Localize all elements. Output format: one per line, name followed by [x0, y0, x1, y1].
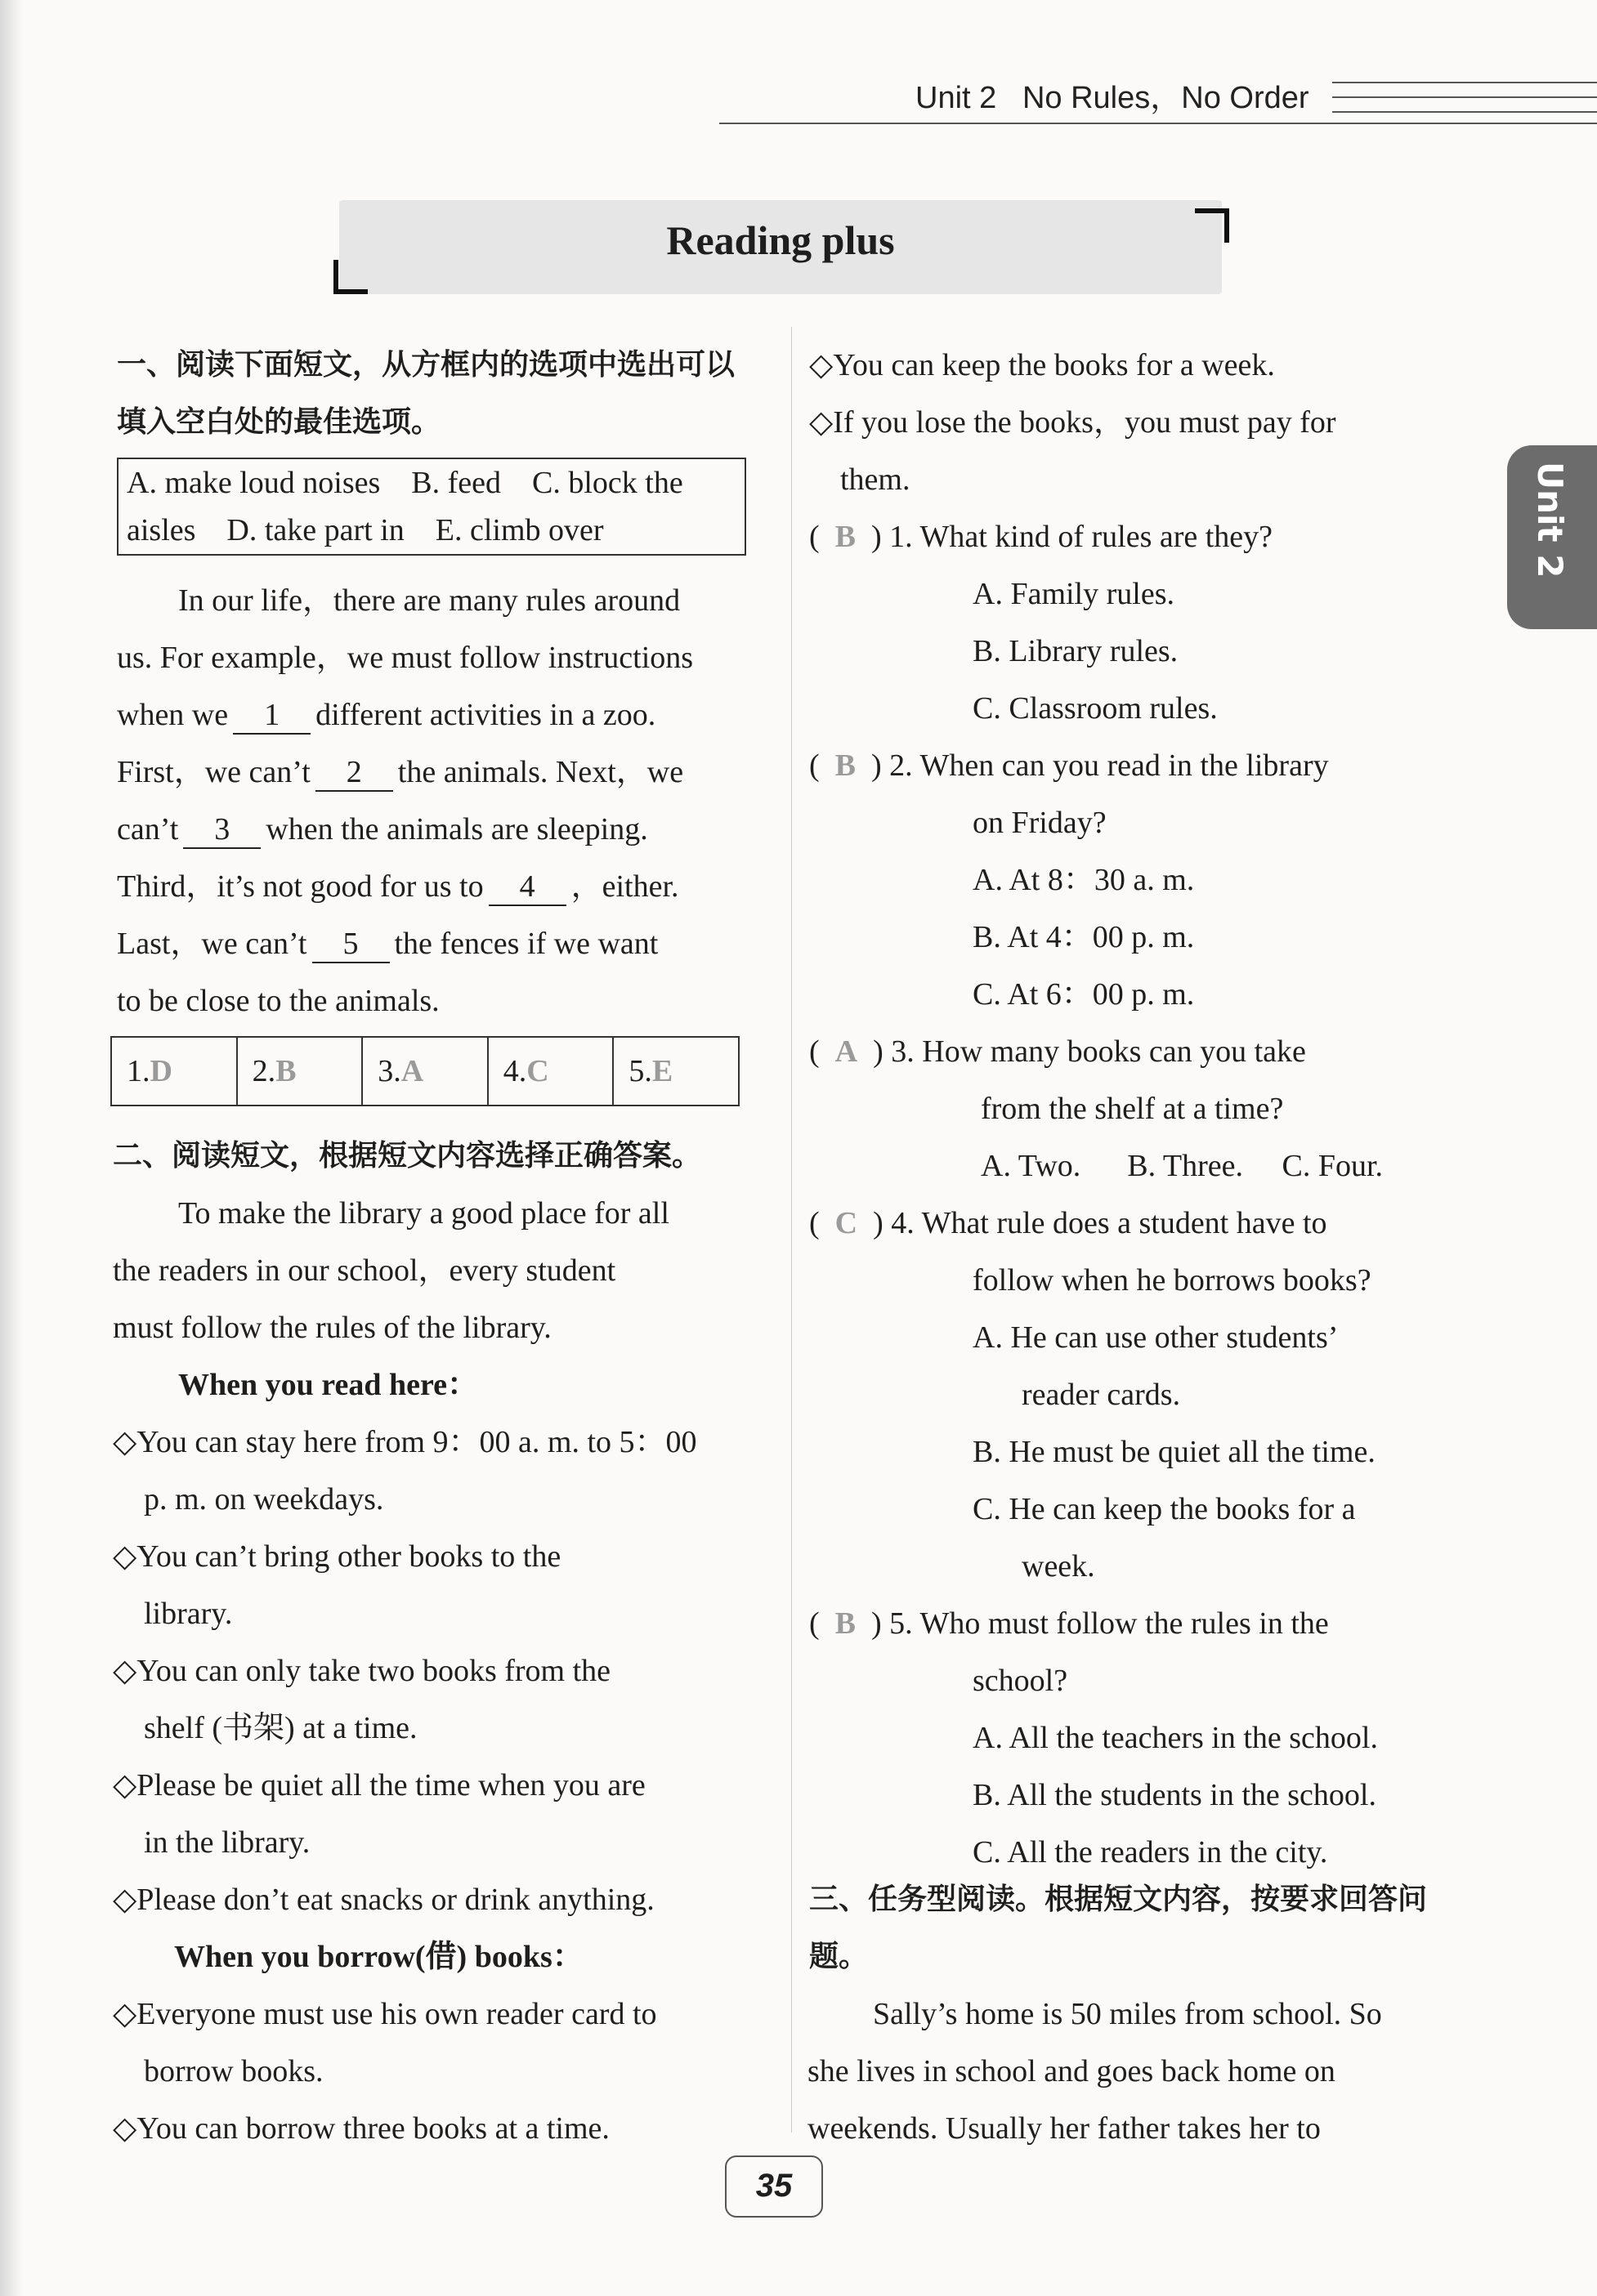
rule-line: ◇You can stay here from 9：00 a. m. to 5：00: [113, 1425, 697, 1459]
question-cont: from the shelf at a time?: [981, 1092, 1284, 1126]
option: B. All the students in the school.: [973, 1778, 1376, 1812]
section3-heading: 三、任务型阅读。根据短文内容，按要求回答问题。: [809, 1883, 1428, 1973]
option: C. Classroom rules.: [973, 691, 1218, 726]
passage-line: Last，we can’t 5 the fences if we want: [117, 915, 750, 972]
passage-line: In our life，there are many rules around: [178, 583, 681, 618]
header-deco-line: [1332, 96, 1597, 98]
header-rule: [719, 123, 1597, 124]
answer-cell[interactable]: 1.D: [112, 1038, 238, 1105]
passage-line: can’t 3 when the animals are sleeping.: [117, 801, 750, 858]
option: A. All the teachers in the school.: [973, 1721, 1378, 1755]
rule-line: ◇You can keep the books for a week.: [809, 348, 1275, 382]
rule-line: p. m. on weekdays.: [144, 1482, 384, 1517]
answer-cell[interactable]: 5.E: [629, 1054, 673, 1088]
rule-line: ◇Please don’t eat snacks or drink anything.: [113, 1883, 655, 1917]
header-deco-line: [1332, 82, 1597, 83]
option: reader cards.: [1022, 1378, 1181, 1412]
rule-line: them.: [840, 462, 910, 497]
option: C. He can keep the books for a: [973, 1492, 1356, 1526]
option: A. At 8：30 a. m.: [973, 863, 1195, 897]
blank-3[interactable]: 3: [183, 811, 261, 849]
passage-line: First，we can’t 2 the animals. Next，we: [117, 744, 750, 801]
options-box: [117, 458, 746, 556]
right-column: [809, 337, 1455, 1881]
answer-cell[interactable]: 3.A: [363, 1038, 489, 1105]
question: ( A ) 3. How many books can you take: [809, 1034, 1306, 1069]
section2-passage: [113, 1185, 750, 2157]
answer-mark[interactable]: C: [834, 1206, 858, 1240]
question-cont: school?: [973, 1664, 1068, 1698]
rule-line: ◇You can’t bring other books to the: [113, 1539, 561, 1574]
subheading: When you read here：: [178, 1368, 478, 1402]
section1-passage: [117, 572, 750, 1030]
unit-side-tab: [1507, 445, 1597, 629]
question-cont: on Friday?: [973, 806, 1107, 840]
header-title: No Rules，No Order: [1022, 81, 1309, 115]
header-unit: Unit 2: [915, 81, 997, 115]
answer-mark[interactable]: B: [834, 748, 857, 783]
section1-heading: 一、阅读下面短文，从方框内的选项中选出可以填入空白处的最佳选项。: [117, 348, 736, 439]
question-cont: follow when he borrows books?: [973, 1263, 1371, 1298]
section2-heading: 二、阅读短文，根据短文内容选择正确答案。: [113, 1139, 702, 1173]
rule-line: ◇Everyone must use his own reader card to: [113, 1997, 657, 2031]
option: A. Family rules.: [973, 577, 1174, 611]
option: A. He can use other students’: [973, 1320, 1339, 1355]
option: B. Library rules.: [973, 634, 1179, 668]
option: B. At 4：00 p. m.: [973, 920, 1195, 954]
page-number: 35: [725, 2155, 823, 2218]
passage-line: us. For example，we must follow instructions: [117, 641, 694, 675]
rule-line: ◇You can only take two books from the: [113, 1654, 611, 1688]
options-line: aisles D. take part in E. climb over: [127, 513, 604, 547]
banner-title: Reading plus: [666, 217, 895, 263]
question: ( B ) 2. When can you read in the library: [809, 748, 1329, 783]
running-header: [915, 72, 1309, 117]
section3-passage: [807, 1986, 1445, 2157]
passage-line: Third，it’s not good for us to 4 ，either.: [117, 858, 750, 915]
answer-mark[interactable]: B: [834, 1606, 857, 1641]
option: C. At 6：00 p. m.: [973, 977, 1195, 1012]
option: A. Two. B. Three. C. Four.: [981, 1149, 1384, 1183]
option: week.: [1022, 1549, 1095, 1584]
blank-2[interactable]: 2: [315, 754, 393, 792]
blank-5[interactable]: 5: [312, 926, 390, 963]
question: ( B ) 1. What kind of rules are they?: [809, 520, 1273, 554]
option: C. All the readers in the city.: [973, 1835, 1328, 1869]
column-divider: [791, 327, 792, 2133]
passage-line: weekends. Usually her father takes her to: [807, 2111, 1321, 2146]
passage-line: to be close to the animals.: [117, 984, 440, 1018]
answer-mark[interactable]: A: [834, 1034, 858, 1069]
rule-line: ◇You can borrow three books at a time.: [113, 2111, 610, 2146]
question: ( C ) 4. What rule does a student have to: [809, 1206, 1327, 1240]
subheading: When you borrow(借) books：: [174, 1940, 584, 1974]
answer-table: [110, 1036, 740, 1106]
page-edge-shadow: [0, 0, 23, 2296]
unit-tab-label: Unit 2: [1530, 462, 1570, 578]
passage-line: the readers in our school，every student: [113, 1253, 616, 1288]
blank-1[interactable]: 1: [233, 697, 311, 735]
option: B. He must be quiet all the time.: [973, 1435, 1376, 1469]
rule-line: shelf (书架) at a time.: [144, 1711, 418, 1745]
question: ( B ) 5. Who must follow the rules in the: [809, 1606, 1329, 1641]
header-deco-line: [1332, 111, 1597, 113]
passage-line: Sally’s home is 50 miles from school. So: [873, 1997, 1382, 2031]
rule-line: borrow books.: [144, 2054, 324, 2088]
answer-cell[interactable]: 4.C: [489, 1038, 615, 1105]
answer-cell[interactable]: 2.B: [238, 1038, 364, 1105]
rule-line: library.: [144, 1597, 233, 1631]
rule-line: ◇Please be quiet all the time when you are: [113, 1768, 646, 1802]
blank-4[interactable]: 4: [489, 869, 566, 906]
options-line: A. make loud noises B. feed C. block the: [127, 466, 683, 500]
passage-line: she lives in school and goes back home on: [807, 2054, 1335, 2088]
passage-line: when we 1 different activities in a zoo.: [117, 686, 750, 744]
passage-line: To make the library a good place for all: [178, 1196, 669, 1231]
banner-bracket-icon: [333, 260, 368, 294]
rule-line: in the library.: [144, 1825, 311, 1860]
passage-line: must follow the rules of the library.: [113, 1311, 552, 1345]
rule-line: ◇If you lose the books，you must pay for: [809, 405, 1336, 440]
answer-mark[interactable]: B: [834, 520, 857, 554]
